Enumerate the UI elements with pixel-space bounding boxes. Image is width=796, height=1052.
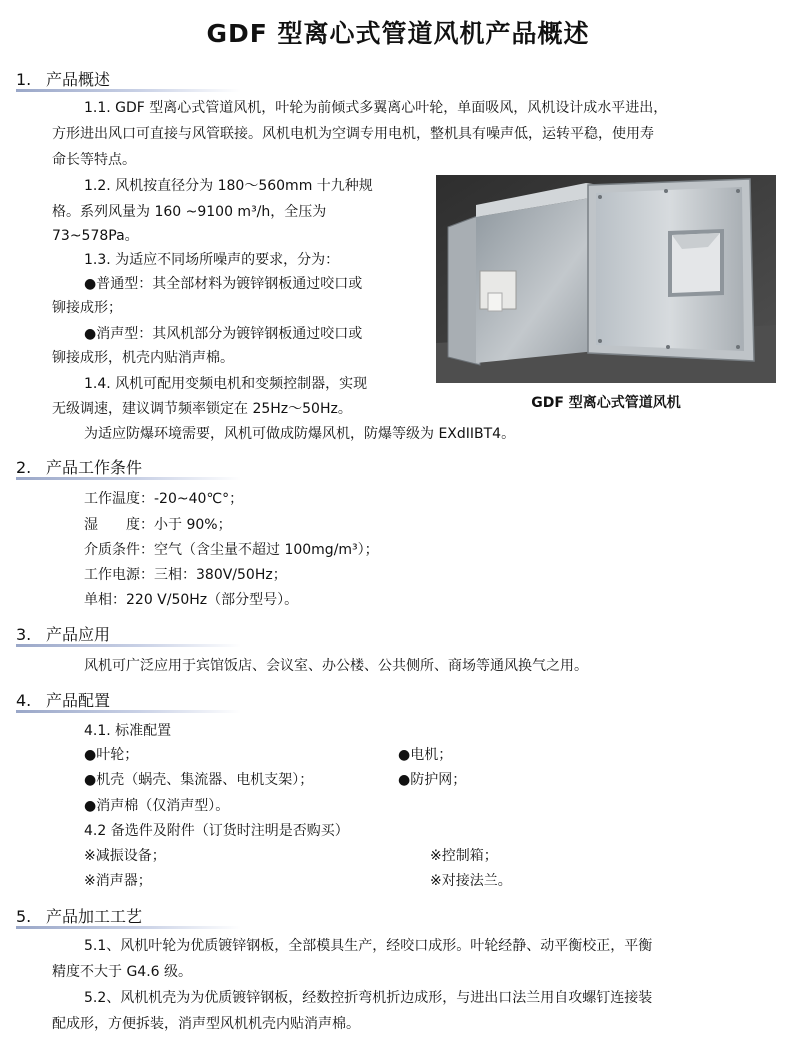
config-item-sound-cotton: ●消声棉（仅消声型）。 xyxy=(84,798,230,814)
section-underline xyxy=(16,710,241,713)
config-item-impeller: ●叶轮； xyxy=(84,747,139,763)
config-opt-damping: ※减振设备； xyxy=(84,848,166,864)
process-p2-line2: 配成形，方便拆装，消声型风机机壳内贴消声棉。 xyxy=(52,1016,360,1032)
process-p1-line1: 5.1、风机叶轮为优质镀锌钢板，全部模具生产，经咬口成形。叶轮经静、动平衡校正，平衡 xyxy=(84,938,653,954)
section-heading-conditions xyxy=(16,455,142,475)
section-heading-application xyxy=(16,622,110,642)
overview-p1-line3: 命长等特点。 xyxy=(52,152,136,168)
section-underline xyxy=(16,644,241,647)
application-text: 风机可广泛应用于宾馆饭店、会议室、办公楼、公共侧所、商场等通风换气之用。 xyxy=(84,658,588,674)
process-p2-line1: 5.2、风机机壳为为优质镀锌钢板，经数控折弯机折边成形，与进出口法兰用自攻螺钉连接装 xyxy=(84,990,653,1006)
condition-temperature: 工作温度：-20~40℃°； xyxy=(84,491,244,507)
process-p1-line2: 精度不大于 G4.6 级。 xyxy=(52,964,193,980)
overview-p4-line2: 无级调速，建议调节频率锁定在 25Hz～50Hz。 xyxy=(52,401,352,417)
section-heading-process xyxy=(16,904,142,924)
section-title: 产品配置 xyxy=(46,691,111,710)
condition-power-1phase: 单相：220 V/50Hz（部分型号）。 xyxy=(84,592,299,608)
overview-p3-line3: 铆接成形； xyxy=(52,300,122,316)
overview-p2-line1: 1.2. 风机按直径分为 180～560mm 十九种规 xyxy=(84,178,373,194)
config-item-motor: ●电机； xyxy=(398,747,453,763)
page-title: GDF 型离心式管道风机产品概述 xyxy=(206,19,590,48)
section-heading-overview xyxy=(16,67,110,87)
section-title: 产品加工工艺 xyxy=(46,907,143,926)
overview-p3-line5: 铆接成形，机壳内贴消声棉。 xyxy=(52,350,234,366)
overview-p1-line2: 方形进出风口可直接与风管联接。风机电机为空调专用电机，整机具有噪声低，运转平稳，使用寿 xyxy=(52,126,654,142)
config-opt-silencer: ※消声器； xyxy=(84,873,152,889)
overview-p3-line4: ●消声型：其风机部分为镀锌钢板通过咬口或 xyxy=(84,326,363,342)
section-underline xyxy=(16,89,241,92)
section-heading-config xyxy=(16,688,110,708)
product-photo xyxy=(436,175,776,383)
section-number: 1. xyxy=(16,70,32,89)
condition-medium: 介质条件：空气（含尘量不超过 100mg/m³）； xyxy=(84,542,379,558)
overview-p1-line1: 1.1. GDF 型离心式管道风机，叶轮为前倾式多翼离心叶轮，单面吸风，风机设计成水平进出， xyxy=(84,100,668,116)
overview-p4-line3: 为适应防爆环境需要，风机可做成防爆风机，防爆等级为 EXdIIBT4。 xyxy=(84,426,516,442)
section-number: 5. xyxy=(16,907,32,926)
section-number: 3. xyxy=(16,625,32,644)
config-standard-title: 4.1. 标准配置 xyxy=(84,723,172,739)
overview-p2-line3: 73~578Pa。 xyxy=(52,228,139,244)
config-optional-title: 4.2 备选件及附件（订货时注明是否购买） xyxy=(84,823,349,839)
duct-fan-illustration xyxy=(436,175,776,383)
condition-power-3phase: 工作电源：三相：380V/50Hz； xyxy=(84,567,287,583)
config-opt-flange: ※对接法兰。 xyxy=(430,873,512,889)
condition-humidity: 湿 度：小于 90%； xyxy=(84,517,232,533)
overview-p2-line2: 格。系列风量为 160 ~9100 m³/h，全压为 xyxy=(52,204,327,220)
config-opt-control-box: ※控制箱； xyxy=(430,848,498,864)
overview-p4-line1: 1.4. 风机可配用变频电机和变频控制器，实现 xyxy=(84,376,368,392)
section-number: 2. xyxy=(16,458,32,477)
section-title: 产品工作条件 xyxy=(46,458,143,477)
photo-caption: GDF 型离心式管道风机 xyxy=(531,395,681,411)
config-item-guard: ●防护网； xyxy=(398,772,467,788)
section-title: 产品概述 xyxy=(46,70,111,89)
section-underline xyxy=(16,477,241,480)
overview-p3-line1: 1.3. 为适应不同场所噪声的要求，分为： xyxy=(84,252,340,268)
section-underline xyxy=(16,926,241,929)
section-number: 4. xyxy=(16,691,32,710)
config-item-casing: ●机壳（蜗壳、集流器、电机支架）； xyxy=(84,772,314,788)
section-title: 产品应用 xyxy=(46,625,111,644)
overview-p3-line2: ●普通型：其全部材料为镀锌钢板通过咬口或 xyxy=(84,276,363,292)
